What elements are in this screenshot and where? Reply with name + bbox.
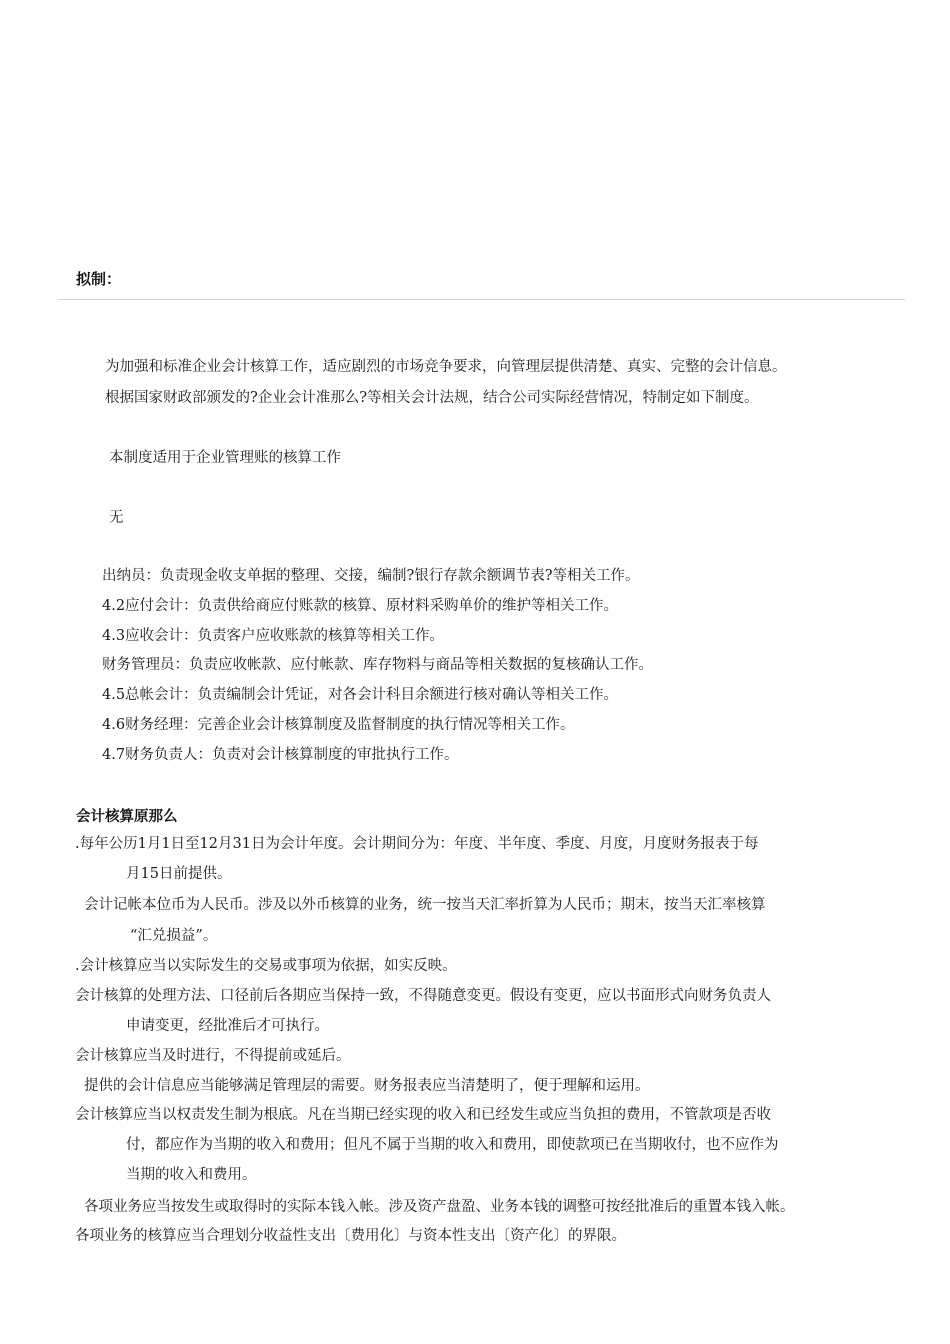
principle-line: 会计核算的处理方法、口径前后各期应当保持一致，不得随意变更。假设有变更，应以书面形式向财务负责人	[75, 988, 771, 1004]
purpose-line-2: 根据国家财政部颁发的?企业会计准那么?等相关会计法规，结合公司实际经营情况，特制定如下制度。	[105, 390, 759, 406]
principle-line: 提供的会计信息应当能够满足管理层的需要。财务报表应当清楚明了，便于理解和运用。	[84, 1078, 650, 1094]
principle-line: .每年公历1月1日至12月31日为会计年度。会计期间分为：年度、半年度、季度、月度，月度财务报表于每	[75, 836, 759, 852]
principle-line: 付，都应作为当期的收入和费用；但凡不属于当期的收入和费用，即使款项已在当期收付，也不应作为	[126, 1137, 779, 1153]
principle-line: 申请变更，经批准后才可执行。	[126, 1018, 329, 1034]
drafter-label: 拟制：	[76, 270, 122, 288]
duty-item: 4.6财务经理：完善企业会计核算制度及监督制度的执行情况等相关工作。	[102, 717, 575, 733]
purpose-line-1: 为加强和标准企业会计核算工作，适应剧烈的市场竞争要求，向管理层提供清楚、真实、完整的会计信息。	[105, 359, 787, 375]
principle-line: 会计记帐本位币为人民币。涉及以外币核算的业务，统一按当天汇率折算为人民币；期末，按当天汇率核算	[84, 897, 766, 913]
principles-heading: 会计核算原那么	[76, 809, 178, 825]
duty-item: 4.3应收会计：负责客户应收账款的核算等相关工作。	[102, 628, 445, 644]
principle-line: 会计核算应当及时进行，不得提前或延后。	[75, 1048, 351, 1064]
duty-item: 出纳员：负责现金收支单据的整理、交接，编制?银行存款余额调节表?等相关工作。	[102, 568, 640, 584]
principle-line: 各项业务的核算应当合理划分收益性支出〔费用化〕与资本性支出〔资产化〕的界限。	[75, 1228, 626, 1244]
terms-text: 无	[109, 510, 124, 526]
principle-line: “汇兑损益”。	[130, 928, 218, 944]
principle-line: .会计核算应当以实际发生的交易或事项为依据，如实反映。	[75, 958, 457, 974]
principle-line: 月15日前提供。	[126, 866, 232, 882]
duty-item: 4.5总帐会计：负责编制会计凭证，对各会计科目余额进行核对确认等相关工作。	[102, 687, 619, 703]
principle-line: 当期的收入和费用。	[126, 1167, 257, 1183]
duty-item: 4.2应付会计：负责供给商应付账款的核算、原材料采购单价的维护等相关工作。	[102, 598, 619, 614]
duty-item: 4.7财务负责人：负责对会计核算制度的审批执行工作。	[102, 747, 459, 763]
scope-text: 本制度适用于企业管理账的核算工作	[109, 450, 341, 466]
header-divider	[58, 299, 905, 300]
principle-line: 会计核算应当以权责发生制为根底。凡在当期已经实现的收入和已经发生或应当负担的费用，不管款项是否收	[75, 1107, 771, 1123]
duty-item: 财务管理员：负责应收帐款、应付帐款、库存物料与商品等相关数据的复核确认工作。	[102, 657, 653, 673]
principle-line: 各项业务应当按发生或取得时的实际本钱入帐。涉及资产盘盈、业务本钱的调整可按经批准后的重置本钱入帐。	[84, 1199, 795, 1215]
